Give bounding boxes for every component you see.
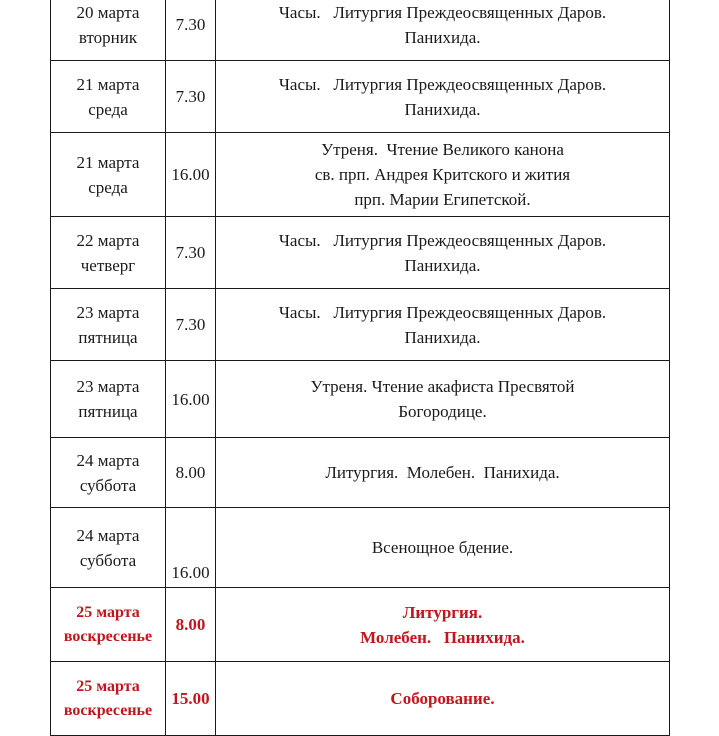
service-line: Литургия. Молебен. Панихида.: [325, 463, 560, 482]
date-cell: [51, 61, 166, 133]
service-line: прп. Марии Египетской.: [354, 190, 531, 209]
date: 23 марта: [76, 302, 140, 322]
table-row: [51, 361, 670, 438]
service-line: Часы. Литургия Преждеосвященных Даров.: [278, 74, 607, 94]
time-cell: 15.00: [166, 662, 216, 736]
date: 24 марта: [76, 525, 140, 545]
date-cell: [51, 438, 166, 508]
time-cell: 16.00: [166, 133, 216, 217]
date-cell: [51, 588, 166, 662]
weekday: среда: [88, 177, 128, 197]
service-cell: [216, 662, 670, 736]
weekday: суббота: [79, 550, 137, 570]
weekday: воскресенье: [63, 701, 153, 719]
table-row: [51, 0, 670, 61]
date: 21 марта: [76, 74, 140, 94]
date-cell: [51, 508, 166, 588]
date-cell: [51, 662, 166, 736]
time-cell: 7.30: [166, 217, 216, 289]
time-cell: 16.00: [166, 361, 216, 438]
date: 20 марта: [76, 2, 140, 22]
weekday: воскресенье: [63, 627, 153, 645]
table-row: [51, 217, 670, 289]
service-cell: [216, 508, 670, 588]
table-row: [51, 289, 670, 361]
service-cell: [216, 438, 670, 508]
service-cell: [216, 361, 670, 438]
date: 25 марта: [76, 677, 140, 695]
time-cell: 8.00: [166, 588, 216, 662]
service-line: Панихида.: [404, 99, 481, 119]
service-line: Панихида.: [404, 255, 481, 275]
date: 25 марта: [76, 603, 140, 621]
weekday: пятница: [78, 327, 138, 347]
time-cell: 7.30: [166, 289, 216, 361]
service-line: Литургия.: [402, 602, 483, 622]
table-row: [51, 588, 670, 662]
schedule-table: [50, 0, 670, 736]
date-cell: [51, 0, 166, 61]
service-line: Утреня. Чтение Великого канона: [321, 140, 564, 159]
service-cell: [216, 217, 670, 289]
date-cell: [51, 217, 166, 289]
table-row: [51, 662, 670, 736]
date: 24 марта: [76, 450, 140, 470]
service-line: Утреня. Чтение акафиста Пресвятой: [310, 377, 575, 396]
service-line: Богородице.: [398, 402, 487, 421]
service-line: Панихида.: [404, 27, 481, 47]
service-line: Часы. Литургия Преждеосвященных Даров.: [278, 302, 607, 322]
service-line: Молебен. Панихида.: [360, 627, 525, 647]
table-row: [51, 508, 670, 588]
weekday: пятница: [78, 402, 138, 421]
table-row: [51, 61, 670, 133]
service-line: Всенощное бдение.: [371, 538, 514, 557]
date: 22 марта: [76, 230, 140, 250]
service-cell: [216, 588, 670, 662]
table-row: [51, 438, 670, 508]
time-cell: 7.30: [166, 0, 216, 61]
service-line: Соборование.: [390, 689, 495, 708]
date: 21 марта: [76, 152, 140, 172]
service-line: Панихида.: [404, 327, 481, 347]
weekday: вторник: [78, 27, 138, 47]
service-line: св. прп. Андрея Критского и жития: [314, 165, 571, 184]
table-row: [51, 133, 670, 217]
service-line: Часы. Литургия Преждеосвященных Даров.: [278, 230, 607, 250]
date-cell: [51, 361, 166, 438]
date: 23 марта: [76, 377, 140, 396]
service-cell: [216, 133, 670, 217]
time-cell: 8.00: [166, 438, 216, 508]
time-cell: 16.00: [166, 508, 216, 588]
weekday: среда: [88, 99, 128, 119]
service-cell: [216, 289, 670, 361]
time-cell: 7.30: [166, 61, 216, 133]
date-cell: [51, 289, 166, 361]
weekday: суббота: [79, 475, 137, 495]
date-cell: [51, 133, 166, 217]
service-line: Часы. Литургия Преждеосвященных Даров.: [278, 2, 607, 22]
service-cell: [216, 61, 670, 133]
weekday: четверг: [80, 255, 136, 275]
service-cell: [216, 0, 670, 61]
